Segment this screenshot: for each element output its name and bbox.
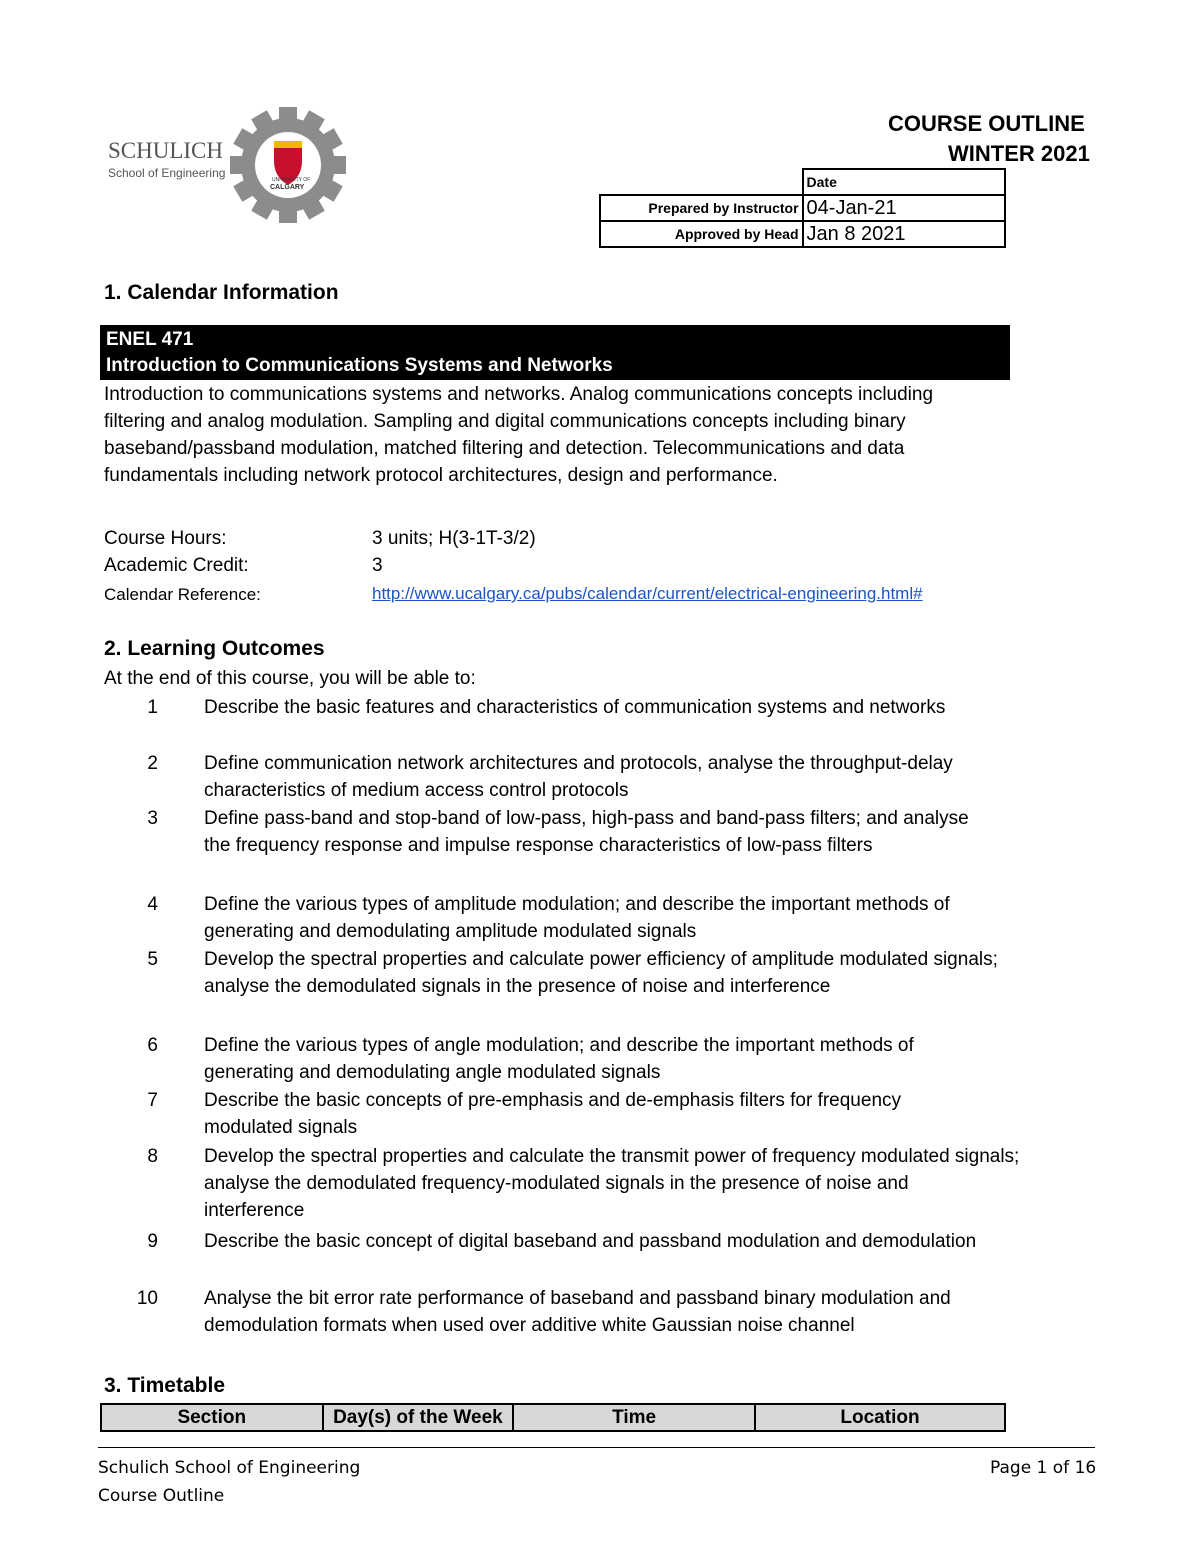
course-title-bar [100, 325, 1010, 380]
outcomes-heading: 2. Learning Outcomes [104, 637, 325, 660]
outcome-number: 2 [147, 753, 158, 774]
date-header: Date [803, 169, 1005, 195]
outcome-number: 6 [147, 1035, 158, 1056]
doc-title: COURSE OUTLINE [888, 111, 1085, 136]
column-header-location: Location [755, 1404, 1005, 1431]
outcome-number: 1 [147, 697, 158, 718]
doc-term: WINTER 2021 [948, 141, 1090, 166]
description-line: filtering and analog modulation. Sampling and digital communications concepts including binary [104, 411, 906, 432]
list-item: Describe the basic concepts of pre-emphasis and de-emphasis filters for frequency modulated signals [204, 1090, 902, 1138]
credit-label: Academic Credit: [104, 555, 249, 576]
hours-label: Course Hours: [104, 528, 227, 549]
outcome-number: 7 [147, 1090, 158, 1111]
hours-value: 3 units; H(3-1T-3/2) [372, 528, 536, 549]
gear-logo-icon [100, 108, 350, 223]
list-item: Describe the basic concept of digital baseband and passband modulation and demodulation [204, 1231, 977, 1252]
list-item: Develop the spectral properties and calculate power efficiency of amplitude modulated signals; analyse the demodulated signals in the presence of noise and interference [204, 949, 998, 997]
list-item: Develop the spectral properties and calculate the transmit power of frequency modulated signals; analyse the demodulated frequency-modulated signals in the presence of noise and interference [204, 1146, 1020, 1221]
list-item: Analyse the bit error rate performance of baseband and passband binary modulation and demodulation formats when used over additive white Gaussian noise channel [204, 1288, 951, 1336]
outcomes-intro: At the end of this course, you will be able to: [104, 668, 476, 689]
description-line: Introduction to communications systems and networks. Analog communications concepts including [104, 384, 934, 405]
outcome-number: 5 [147, 949, 158, 970]
description-line: baseband/passband modulation, matched filtering and detection. Telecommunications and data [104, 438, 905, 459]
outcome-number: 10 [136, 1288, 158, 1309]
approved-date: Jan 8 2021 [803, 221, 1005, 247]
calendar-reference-link[interactable]: http://www.ucalgary.ca/pubs/calendar/current/electrical-engineering.html# [372, 584, 923, 603]
prepared-date: 04-Jan-21 [803, 195, 1005, 221]
credit-value: 3 [372, 555, 383, 576]
calendar-heading: 1. Calendar Information [104, 281, 339, 304]
page-number: Page 1 of 16 [990, 1458, 1097, 1478]
column-header-days: Day(s) of the Week [323, 1404, 514, 1431]
outcome-number: 9 [147, 1231, 158, 1252]
prepared-label: Prepared by Instructor [600, 195, 803, 221]
column-header-section: Section [101, 1404, 323, 1431]
list-item: Define the various types of amplitude modulation; and describe the important methods of generating and demodulating amplitude modulated signals [204, 894, 950, 942]
svg-text:School of Engineering: School of Engineering [108, 166, 226, 180]
footer-school: Schulich School of Engineering [98, 1458, 361, 1478]
footer-rule [98, 1447, 1095, 1448]
outcome-number: 4 [147, 894, 158, 915]
schulich-logo [100, 108, 350, 223]
course-name: Introduction to Communications Systems and Networks [106, 355, 613, 376]
timetable-heading: 3. Timetable [104, 1374, 225, 1397]
footer-doc: Course Outline [98, 1486, 225, 1506]
list-item: Describe the basic features and characteristics of communication systems and networks [204, 697, 946, 718]
timetable-header-table [100, 1403, 1006, 1432]
svg-text:CALGARY: CALGARY [270, 184, 305, 191]
list-item: Define communication network architectures and protocols, analyse the throughput-delay characteristics of medium access control protocols [204, 753, 953, 801]
column-header-time: Time [513, 1404, 755, 1431]
approved-label: Approved by Head [600, 221, 803, 247]
list-item: Define pass-band and stop-band of low-pass, high-pass and band-pass filters; and analyse the frequency response and impulse response characteristics of low-pass filters [204, 808, 969, 856]
reference-label: Calendar Reference: [104, 585, 261, 604]
approval-table [599, 168, 1006, 248]
course-code: ENEL 471 [106, 329, 194, 350]
description-line: fundamentals including network protocol architectures, design and performance. [104, 465, 778, 486]
outcome-number: 8 [147, 1146, 158, 1167]
svg-text:UNIVERSITY OF: UNIVERSITY OF [272, 177, 311, 183]
svg-text:SCHULICH: SCHULICH [108, 138, 224, 163]
list-item: Define the various types of angle modulation; and describe the important methods of generating and demodulating angle modulated signals [204, 1035, 914, 1083]
outcome-number: 3 [147, 808, 158, 829]
